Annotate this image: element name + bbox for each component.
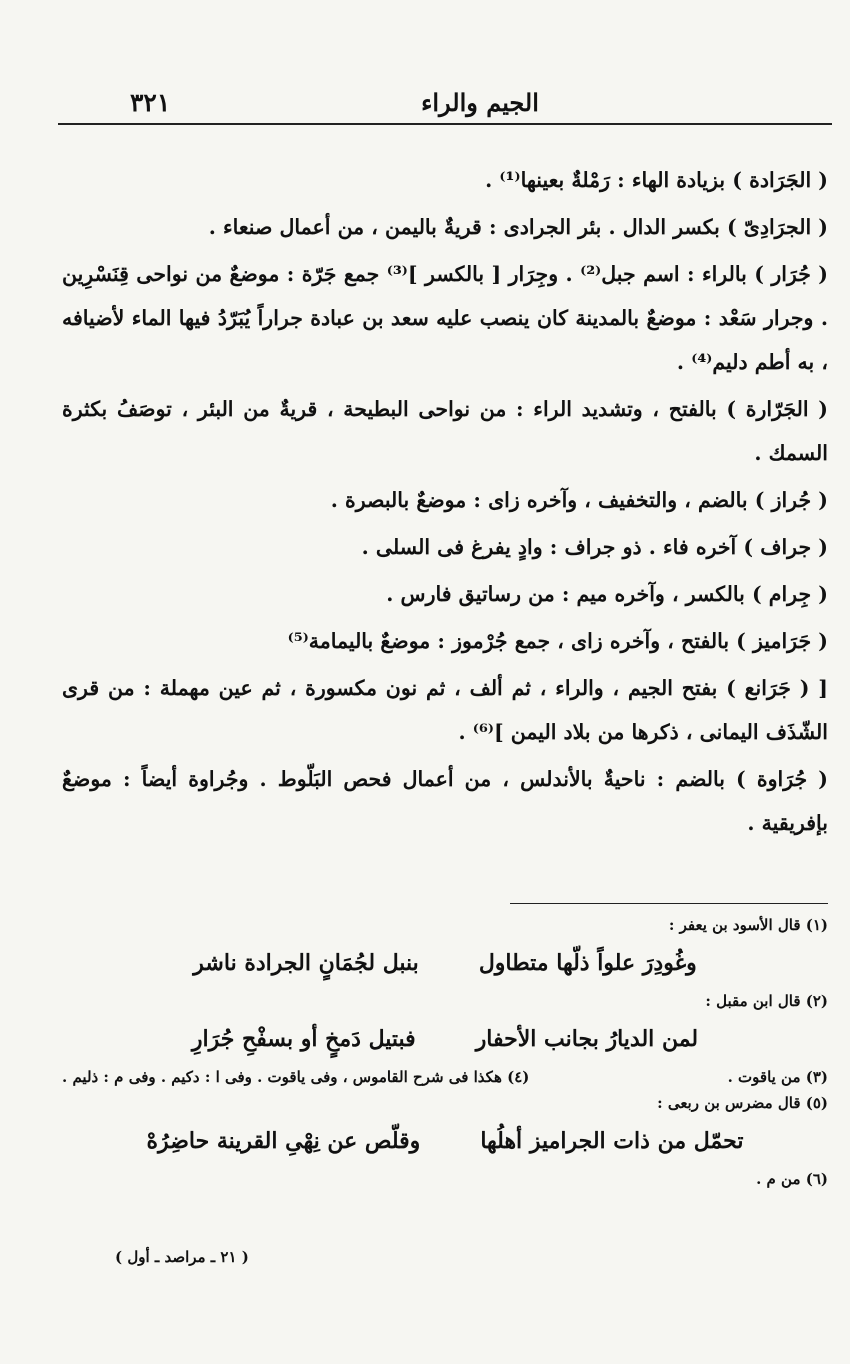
footnote-5-intro: (٥) قال مضرس بن ربعى : — [657, 1094, 828, 1112]
footnote-6: (٦) من م . — [756, 1170, 828, 1188]
running-title: الجيم والراء — [421, 87, 539, 117]
verse-hemistich-2: فبتيل دَمخٍ أو بسفْحِ جُرَارِ — [191, 1026, 416, 1052]
entry-jaramiz: ( جَرَاميز ) بالفتح ، وآخره زاى ، جمع جُرْموز : موضعٌ باليمامة⁽⁵⁾ — [287, 629, 828, 653]
verse-hemistich-2: بنبل لجُمَانٍ الجرادة ناشر — [193, 950, 419, 976]
verse-hemistich-1: وغُودِرَ علواً ذلّها متطاول — [478, 950, 697, 976]
footnote-3: (٣) من ياقوت . — [727, 1068, 828, 1086]
entry-jaradi: ( الجرَادِىّ ) بكسر الدال . بئر الجرادى : قريةٌ باليمن ، من أعمال صنعاء . — [208, 215, 828, 239]
header-rule — [58, 123, 832, 125]
footnote-1-verse — [62, 938, 828, 988]
footnote-1-intro: (١) قال الأسود بن يعفر : — [668, 916, 828, 934]
footnote-2-verse — [62, 1014, 828, 1064]
footnote-2-intro: (٢) قال ابن مقبل : — [705, 992, 828, 1010]
entry-jarada: ( الجَرَادة ) بزيادة الهاء : رَمْلةٌ بعينها⁽¹⁾ . — [485, 168, 828, 192]
entry-jurawa: ( جُرَاوة ) بالضم : ناحيةٌ بالأندلس ، من أعمال فحص البَلّوط . وجُراوة أيضاً : موضعٌ بإفريقية . — [62, 767, 828, 835]
page-number: ٣٢١ — [130, 87, 171, 117]
printer-signature: ( ٢١ ـ مراصد ـ أول ) — [115, 1248, 249, 1266]
verse-hemistich-1: لمن الديارُ بجانب الأحفار — [475, 1026, 699, 1052]
footnotes — [62, 912, 828, 1192]
footnote-rule — [510, 903, 828, 904]
entry-jurar: ( جُرَار ) بالراء : اسم جبل⁽²⁾ . وجِرَار [ بالكسر ]⁽³⁾ جمع جَرّة : موضعٌ من نواحى قِنَسْرِين . وجرار سَعْد : موضعٌ بالمدينة كان ينصب عليه سعد بن عبادة جراراً يُبَرّدُ فيها الماء لأضيافه ، به أطم دليم⁽⁴⁾ . — [62, 262, 829, 374]
page-header — [60, 82, 830, 122]
entry-jiram: ( جِرام ) بالكسر ، وآخره ميم : من رساتيق فارس . — [386, 582, 828, 606]
verse-hemistich-2: وقلّص عن نِهْىِ القرينة حاضِرُهْ — [146, 1128, 421, 1154]
footnote-5-verse — [62, 1116, 828, 1166]
entry-jarani: [ ( جَرَانع ) بفتح الجيم ، والراء ، ثم ألف ، ثم نون مكسورة ، ثم عين مهملة : من قرى الشّذَف اليمانى ، ذكرها من بلاد اليمن ]⁽⁶⁾ . — [62, 676, 828, 744]
verse-hemistich-1: تحمّل من ذات الجراميز أهلُها — [480, 1128, 744, 1154]
entry-jarrara: ( الجَرّارة ) بالفتح ، وتشديد الراء : من نواحى البطيحة ، قريةٌ من البئر ، توصَفُ بكثرة السمك . — [62, 397, 828, 465]
entry-juraz: ( جُراز ) بالضم ، والتخفيف ، وآخره زاى : موضعٌ بالبصرة . — [330, 488, 828, 512]
entry-juraf: ( جراف ) آخره فاء . ذو جراف : وادٍ يفرغ فى السلى . — [361, 535, 828, 559]
footnote-3-4 — [62, 1064, 828, 1090]
footnote-4: (٤) هكذا فى شرح القاموس ، وفى ياقوت . وفى ا : دكيم . وفى م : ذليم . — [62, 1068, 530, 1086]
main-text — [62, 158, 828, 848]
